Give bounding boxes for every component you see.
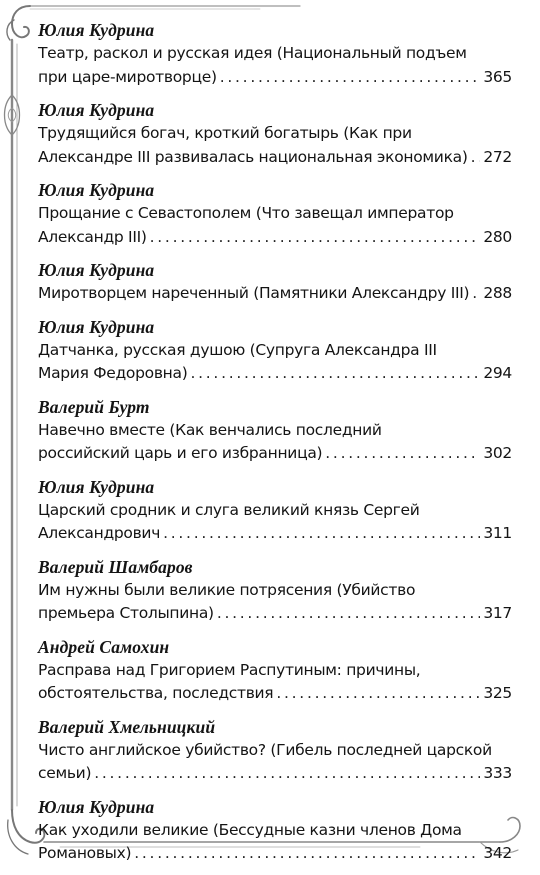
page-number: 333 [483,764,512,782]
entry-title-last-line [38,146,512,170]
page-number: 280 [483,227,512,246]
dot-leader [150,226,481,250]
page-number: 325 [483,684,512,702]
entry-title-text: Миротворцем нареченный (Памятники Александру III) [38,284,470,302]
dot-leader [190,362,480,386]
dot-leader [163,522,480,546]
entry-author: Валерий Бурт [38,396,150,417]
toc-entry[interactable] [38,715,512,786]
entry-title-last-line [38,226,512,250]
entry-title-text: при царе-миротворце) [38,67,217,86]
toc-entry[interactable] [38,395,512,466]
dot-leader [325,442,480,466]
toc-entry[interactable] [38,555,512,626]
toc-entry[interactable] [38,475,512,546]
page-number: 294 [483,364,512,382]
entry-author: Андрей Самохин [38,636,170,657]
entry-title-line: Навечно вместе (Как венчались последний [38,420,382,439]
entry-title-text: российский царь и его избранница) [38,444,323,462]
entry-title-last-line [38,442,512,466]
dot-leader [94,762,480,786]
entry-title-line: Им нужны были великие потрясения (Убийство [38,580,416,599]
toc-entry[interactable] [38,18,512,89]
entry-title-text: Александре III развивалась национальная экономика) [38,147,468,166]
entry-author: Юлия Кудрина [38,260,155,280]
entry-title-text: премьера Столыпина) [38,604,214,622]
entry-title-last-line [38,762,512,786]
toc-entry[interactable] [38,795,512,866]
entry-title-line: Театр, раскол и русская идея (Национальный подъем [38,44,467,62]
dot-leader [220,66,481,90]
entry-title-line: Трудящийся богач, кроткий богатырь (Как при [38,124,412,142]
entry-title-last-line [38,362,512,386]
page-number: 342 [483,844,512,862]
entry-title-last-line [38,66,512,90]
entry-author: Валерий Хмельницкий [38,716,216,737]
page-number: 317 [483,604,512,622]
entry-title-line: Расправа над Григорием Распутиным: причины, [38,660,421,679]
entry-author: Юлия Кудрина [38,180,155,200]
page-number: 288 [483,284,512,302]
entry-title-line: Датчанка, русская душою (Супруга Александра III [38,340,437,359]
page-number: 311 [483,524,512,542]
entry-title-last-line [38,682,512,706]
entry-title-line: Как уходили великие (Бессудные казни членов Дома [38,820,462,839]
entry-author: Юлия Кудрина [38,20,155,40]
entry-title-line: Чисто английское убийство? (Гибель последней царской [38,740,492,759]
dot-leader [134,842,480,866]
table-of-contents [38,18,512,875]
entry-title-text: семьи) [38,764,92,782]
page-number: 272 [483,147,512,166]
dot-leader [472,282,480,306]
entry-author: Юлия Кудрина [38,476,155,497]
entry-title-text: Александр III) [38,227,147,246]
entry-title-text: Александрович [38,524,161,542]
entry-title-last-line [38,842,512,866]
page-number: 302 [483,444,512,462]
dot-leader [471,146,481,170]
dot-leader [276,682,480,706]
entry-title-last-line [38,522,512,546]
toc-entry[interactable] [38,315,512,386]
toc-entry[interactable] [38,258,512,306]
entry-author: Валерий Шамбаров [38,556,193,577]
entry-title-text: обстоятельства, последствия [38,684,274,702]
entry-title-line: Царский сродник и слуга великий князь Сергей [38,500,420,519]
dot-leader [217,602,481,626]
entry-title-line: Прощание с Севастополем (Что завещал император [38,204,454,222]
entry-title-last-line [38,602,512,626]
entry-title-last-line [38,282,512,306]
entry-author: Юлия Кудрина [38,796,155,817]
toc-entry[interactable] [38,98,512,169]
toc-entry[interactable] [38,635,512,706]
entry-title-text: Мария Федоровна) [38,364,188,382]
entry-author: Юлия Кудрина [38,316,155,337]
entry-author: Юлия Кудрина [38,100,155,120]
page-number: 365 [483,67,512,86]
entry-title-text: Романовых) [38,844,132,862]
toc-entry[interactable] [38,178,512,249]
